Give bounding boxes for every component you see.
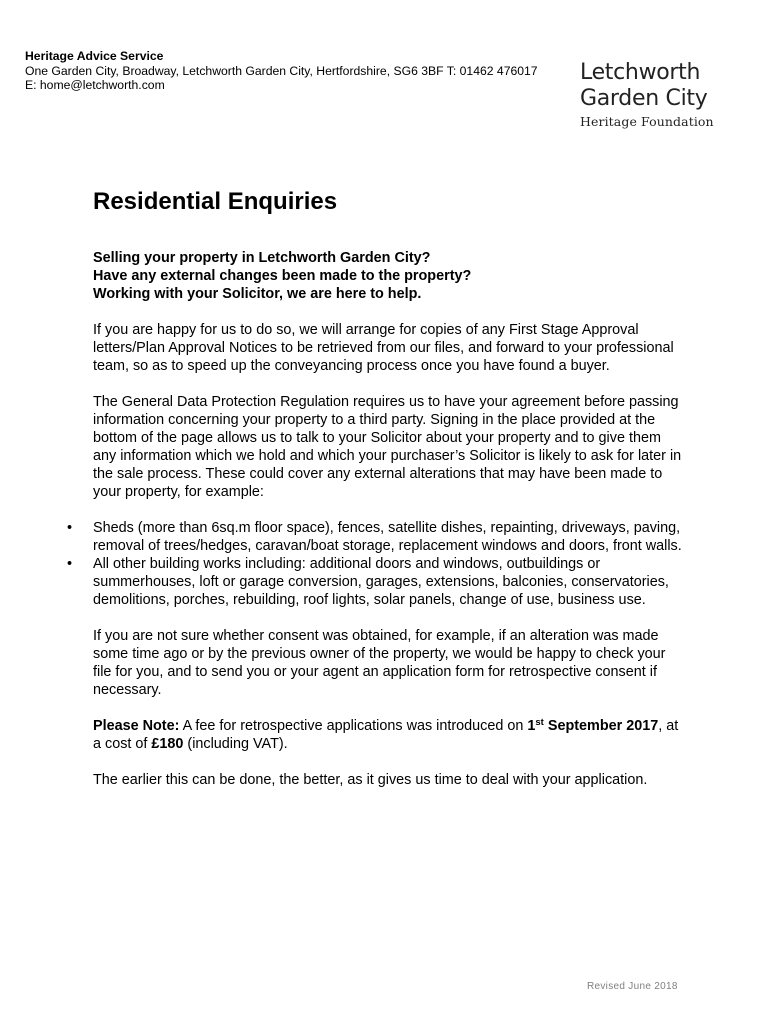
- intro-line: Working with your Solicitor, we are here to help.: [93, 286, 422, 302]
- list-item: [67, 555, 683, 609]
- note-date-suffix: st: [535, 717, 544, 728]
- intro-line: Have any external changes been made to the property?: [93, 268, 472, 284]
- paragraph-note: [93, 717, 683, 753]
- revision-note: Revised June 2018: [587, 981, 678, 992]
- intro-questions: [93, 249, 683, 303]
- note-date: [527, 718, 658, 734]
- note-text: (including VAT).: [183, 736, 288, 752]
- logo-line-1: Letchworth: [580, 60, 701, 85]
- logo-subtitle: Heritage Foundation: [580, 114, 714, 129]
- note-text: A fee for retrospective applications was introduced on: [179, 718, 528, 734]
- note-date-day: 1: [527, 718, 536, 734]
- paragraph-consent: If you are not sure whether consent was obtained, for example, if an alteration was made some time ago or by the previous owner of the property, we would be happy to check your file for you, and to send you or your agent an application form for retrospective consent if necessary.: [93, 628, 666, 698]
- bullet-icon: •: [67, 520, 73, 536]
- org-address: One Garden City, Broadway, Letchworth Garden City, Hertfordshire, SG6 3BF T: 01462 476017 E: home@letchworth.com: [25, 63, 538, 92]
- paragraph-gdpr: The General Data Protection Regulation requires us to have your agreement before passing information concerning your property to a third party. Signing in the place provided at the bottom of the page allows us to talk to your Solicitor about your property and to give them any information which we hold and which your purchaser’s Solicitor is likely to ask for later in the sale process. These could cover any external alterations that may have been made to your property, for example:: [93, 394, 682, 500]
- document-body: [67, 185, 683, 807]
- logo-line-2: Garden City: [580, 86, 708, 111]
- paragraph-copies: If you are happy for us to do so, we will arrange for copies of any First Stage Approval letters/Plan Approval Notices to be retrieved from our files, and forward to your professional team, so as to speed up the conveyancing process once you have found a buyer.: [93, 322, 674, 374]
- page-title: Residential Enquiries: [93, 188, 338, 215]
- alterations-list: [67, 519, 683, 609]
- org-header: [25, 49, 545, 93]
- list-item: [67, 519, 683, 555]
- letchworth-logo: [580, 60, 750, 130]
- note-amount: £180: [151, 736, 184, 752]
- paragraph-closing: The earlier this can be done, the better, as it gives us time to deal with your application.: [93, 772, 648, 788]
- list-item-text: All other building works including: additional doors and windows, outbuildings or summerhouses, loft or garage conversion, garages, extensions, balconies, conservatories, demolitions, porches, rebuilding, roof lights, solar panels, change of use, business use.: [93, 556, 669, 608]
- intro-line: Selling your property in Letchworth Garden City?: [93, 250, 431, 266]
- list-item-text: Sheds (more than 6sq.m floor space), fences, satellite dishes, repainting, driveways, paving, removal of trees/hedges, caravan/boat storage, replacement windows and doors, front walls.: [93, 520, 682, 554]
- org-name: Heritage Advice Service: [25, 49, 164, 63]
- note-label: Please Note:: [93, 718, 180, 734]
- note-text: , at a cost of: [93, 718, 679, 752]
- note-date-rest: September 2017: [543, 718, 659, 734]
- bullet-icon: •: [67, 556, 73, 572]
